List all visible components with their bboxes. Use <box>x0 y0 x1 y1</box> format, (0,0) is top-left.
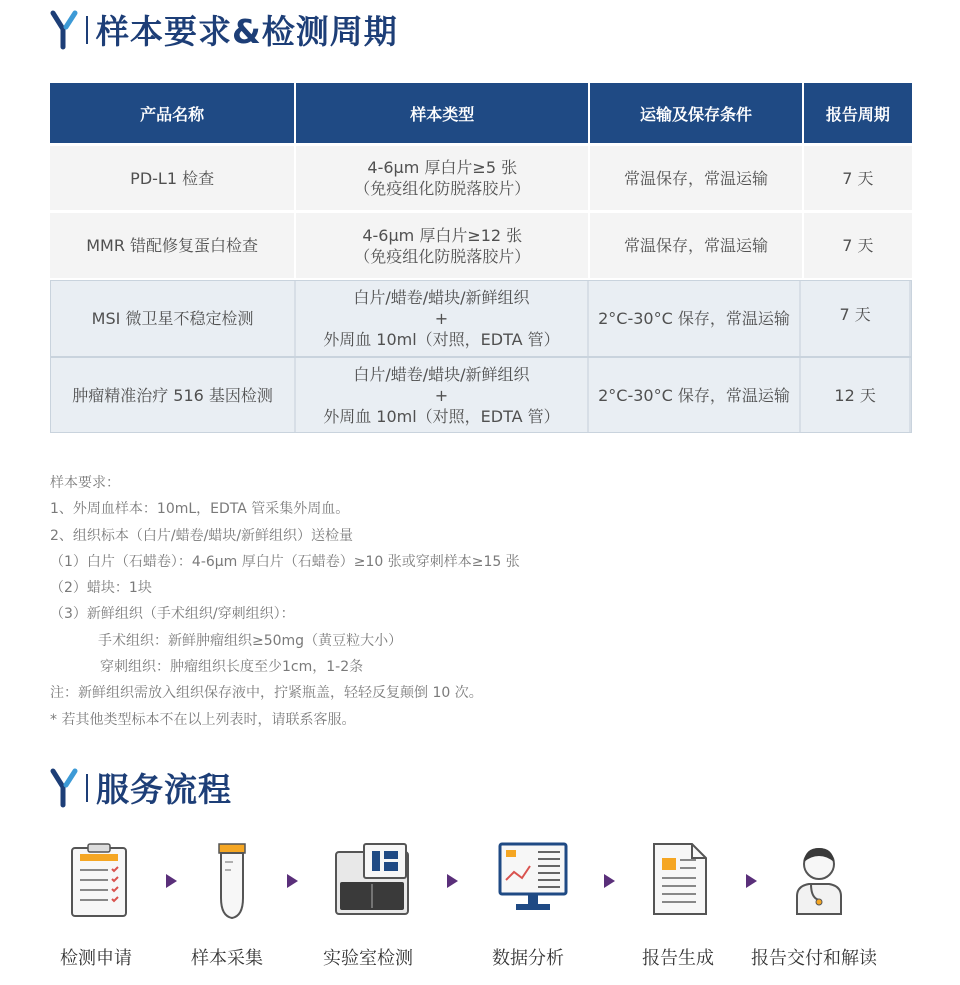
cell-product: MSI 微卫星不稳定检测 <box>51 281 296 356</box>
sample-line: 白片/蜡卷/蜡块/新鲜组织 <box>353 288 530 307</box>
sample-requirement-table <box>50 83 912 433</box>
header-transport: 运输及保存条件 <box>590 83 804 143</box>
table-row <box>50 143 912 210</box>
next-arrow-icon <box>604 874 615 888</box>
table-row <box>50 280 912 357</box>
header-product-name: 产品名称 <box>50 83 296 143</box>
cell-sample <box>296 358 589 432</box>
antibody-logo-icon <box>50 10 80 50</box>
cell-transport: 2°C-30°C 保存，常温运输 <box>589 281 802 356</box>
section-title-text: 样本要求&检测周期 <box>96 12 398 51</box>
next-arrow-icon <box>287 874 298 888</box>
next-arrow-icon <box>166 874 177 888</box>
step-label: 实验室检测 <box>323 948 413 969</box>
cell-transport: 常温保存，常温运输 <box>590 213 804 278</box>
cell-sample <box>296 146 590 210</box>
cell-cycle: 7 天 <box>842 168 874 188</box>
step-label: 报告生成 <box>642 948 714 969</box>
step-label: 检测申请 <box>60 948 132 969</box>
header-sample-type: 样本类型 <box>296 83 590 143</box>
table-header-row <box>50 83 912 143</box>
antibody-logo-icon <box>50 768 80 808</box>
sample-line: 白片/蜡卷/蜡块/新鲜组织 <box>353 364 530 384</box>
table-row <box>50 357 912 433</box>
cell-cycle: 7 天 <box>801 281 911 356</box>
note-line: 样本要求： <box>50 475 120 491</box>
cell-sample <box>296 281 589 356</box>
sample-notes <box>50 470 520 733</box>
step-label: 数据分析 <box>492 948 564 969</box>
sample-line: （免疫组化防脱落胶片） <box>354 246 531 266</box>
sample-line: 4-6μm 厚白片≥5 张 <box>367 158 518 177</box>
note-line: 2、组织标本（白片/蜡卷/蜡块/新鲜组织）送检量 <box>50 527 354 544</box>
next-arrow-icon <box>447 874 458 888</box>
data-monitor-icon <box>498 842 568 912</box>
step-label: 样本采集 <box>191 948 263 969</box>
header-report-cycle: 报告周期 <box>825 104 890 124</box>
report-document-icon <box>652 842 708 916</box>
lab-instrument-icon <box>334 842 410 916</box>
cell-transport: 2°C-30°C 保存，常温运输 <box>589 358 802 432</box>
sample-line: + <box>434 309 449 328</box>
sample-line: 外周血 10ml（对照，EDTA 管） <box>323 330 560 349</box>
note-line: （3）新鲜组织（手术组织/穿刺组织）： <box>50 606 295 623</box>
note-line: 手术组织：新鲜肿瘤组织≥50mg（黄豆粒大小） <box>98 632 403 649</box>
cell-product: PD-L1 检查 <box>50 146 296 210</box>
sample-line: 外周血 10ml（对照，EDTA 管） <box>323 406 560 426</box>
note-line: （1）白片（石蜡卷）：4-6μm 厚白片（石蜡卷）≥10 张或穿刺样本≥15 张 <box>50 553 520 570</box>
sample-line: + <box>434 385 449 405</box>
note-line: 1、外周血样本：10mL，EDTA 管采集外周血。 <box>50 501 350 518</box>
clipboard-checklist-icon <box>70 842 128 918</box>
title-divider <box>86 16 88 44</box>
section-title-service-process <box>50 764 232 811</box>
sample-tube-icon <box>215 842 249 920</box>
step-label: 报告交付和解读 <box>751 948 877 969</box>
cell-cycle: 7 天 <box>842 236 874 255</box>
title-divider <box>86 774 88 802</box>
note-line: 注：新鲜组织需放入组织保存液中，拧紧瓶盖，轻轻反复颠倒 10 次。 <box>50 685 483 702</box>
sample-line: （免疫组化防脱落胶片） <box>354 179 531 198</box>
cell-product: 肿瘤精准治疗 516 基因检测 <box>51 358 296 432</box>
note-line: （2）蜡块：1块 <box>50 580 152 597</box>
section-title-text: 服务流程 <box>96 770 232 809</box>
cell-sample <box>296 213 590 278</box>
sample-line: 4-6μm 厚白片≥12 张 <box>362 225 523 245</box>
cell-transport: 常温保存，常温运输 <box>590 146 804 210</box>
next-arrow-icon <box>746 874 757 888</box>
note-line: 穿刺组织：肿瘤组织长度至少1cm，1-2条 <box>100 659 364 676</box>
cell-cycle: 12 天 <box>801 358 911 432</box>
table-row <box>50 210 912 278</box>
note-line: * 若其他类型标本不在以上列表时，请联系客服。 <box>50 711 356 728</box>
section-title-sample-requirements <box>50 6 398 53</box>
cell-product: MMR 错配修复蛋白检查 <box>50 213 296 278</box>
doctor-icon <box>793 842 845 916</box>
